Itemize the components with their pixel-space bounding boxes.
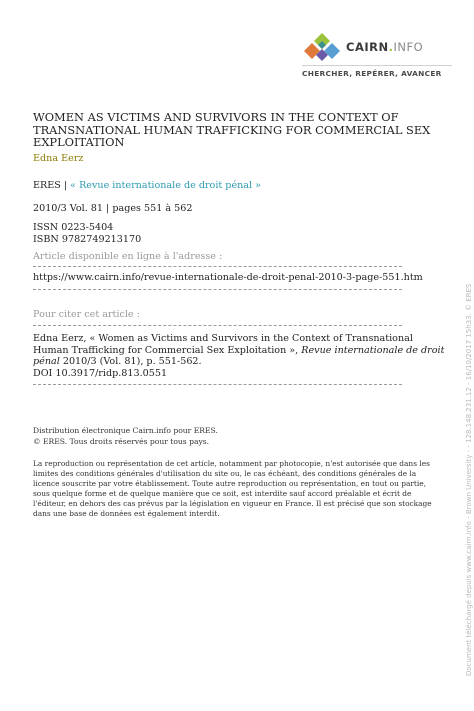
article-url[interactable]: https://www.cairn.info/revue-internationale-de-droit-penal-2010-3-page-551.htm: [33, 272, 423, 283]
distribution-line: Distribution électronique Cairn.info pour ERES.: [33, 426, 218, 435]
copyright-line: © ERES. Tous droits réservés pour tous pays.: [33, 437, 210, 446]
article-title: WOMEN AS VICTIMS AND SURVIVORS IN THE CONTEXT OF TRANSNATIONAL HUMAN TRAFFICKING FOR COMMERCIAL SEX EXPLOITATION: [33, 110, 431, 150]
divider: [33, 325, 402, 326]
divider: [33, 384, 402, 385]
isbn: ISBN 9782749213170: [33, 234, 142, 245]
cite-label: Pour citer cet article :: [33, 309, 140, 320]
logo-tagline: CHERCHER, REPÉRER, AVANCER: [302, 69, 442, 78]
citation-doi[interactable]: DOI 10.3917/ridp.813.0551: [33, 367, 168, 379]
logo-divider: [302, 65, 452, 66]
publisher-line: ERES | « Revue internationale de droit pénal »: [33, 180, 262, 191]
cairn-logo-mark-icon: [302, 31, 342, 65]
divider: [33, 266, 402, 267]
article-author: Edna Eerz: [33, 153, 84, 164]
cairn-wordmark: CAIRN.INFO: [346, 40, 424, 54]
cairn-logo[interactable]: [302, 31, 452, 86]
citation-journal: Revue internationale de droit pénal: [33, 344, 445, 368]
legal-notice: La reproduction ou représentation de cet article, notamment par photocopie, n'est autorisée que dans les limites des conditions générales d'utilisation du site ou, le cas échéant, des conditions générales de la licence souscrite par votre établissement. Toute autre reproduction ou représentation, en tout ou partie, sous quelque forme et de quelque manière que ce soit, est interdite sauf accord préalable et écrit de l'éditeur, en dehors des cas prévus par la législation en vigueur en France. Il est précisé que son stockage dans une base de données est également interdit.: [33, 459, 432, 518]
divider: [33, 289, 402, 290]
publisher-name: ERES: [33, 180, 61, 191]
download-watermark: Document téléchargé depuis www.cairn.info - Brown University - - 128.148.231.12 - 16/10/2017 15h33. © ERES: [465, 283, 473, 676]
available-label: Article disponible en ligne à l'adresse :: [33, 251, 223, 262]
journal-link[interactable]: « Revue internationale de droit pénal »: [70, 180, 262, 191]
issn: ISSN 0223-5404: [33, 222, 114, 233]
volume-pages: 2010/3 Vol. 81 | pages 551 à 562: [33, 203, 193, 214]
citation-text: Edna Eerz, « Women as Victims and Survivors in the Context of Transnational Human Trafficking for Commercial Sex Exploitation », Revue internationale de droit pénal 2010/3 (Vol. 81), p. 551-562. DOI 10.3917/ridp.813.0551: [33, 333, 445, 379]
